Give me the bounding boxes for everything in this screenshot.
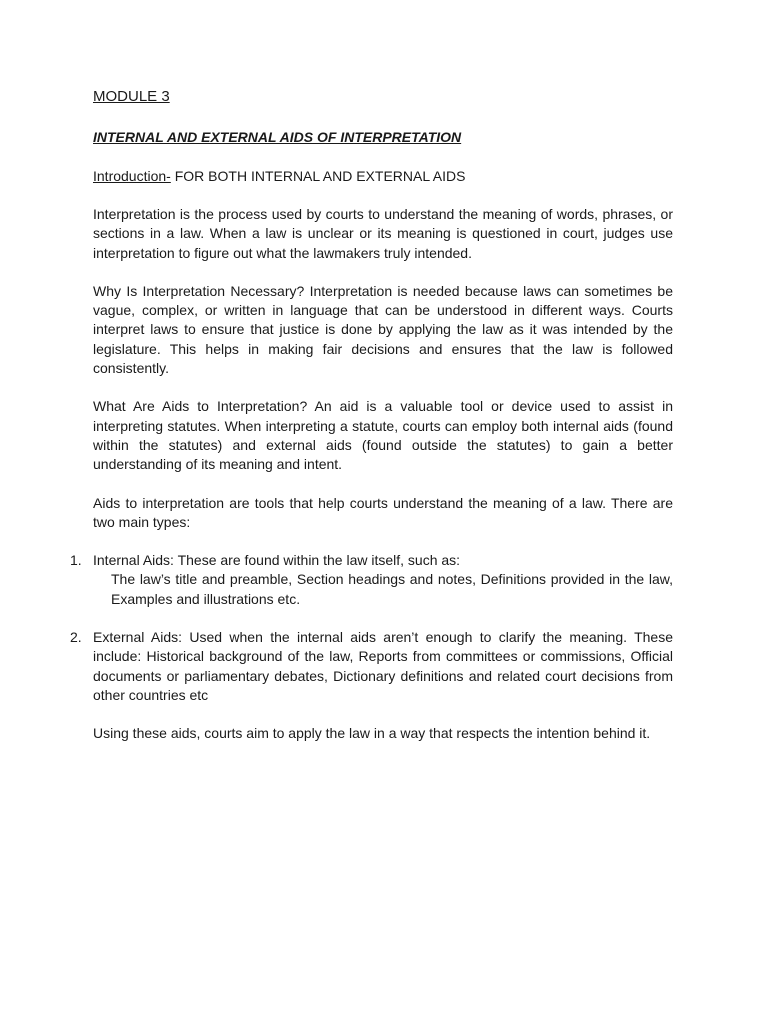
aids-list	[70, 551, 673, 705]
module-title: MODULE 3	[93, 88, 170, 105]
paragraph-what-are-aids: What Are Aids to Interpretation? An aid is a valuable tool or device used to assist in interpreting statutes. When interpreting a statute, courts can employ both internal aids (found within the statutes) and external aids (found outside the statutes) to gain a better understanding of its meaning and intent.	[93, 398, 673, 473]
introduction-text: FOR BOTH INTERNAL AND EXTERNAL AIDS	[170, 168, 466, 184]
list-item-external-aids	[70, 628, 673, 705]
introduction-label: Introduction-	[93, 168, 171, 184]
list-item-internal-aids	[70, 551, 673, 609]
closing-paragraph: Using these aids, courts aim to apply the law in a way that respects the intention behind it.	[93, 725, 651, 742]
paragraph-why-necessary: Why Is Interpretation Necessary? Interpretation is needed because laws can sometimes be vague, complex, or written in language that can be understood in different ways. Courts interpret laws to ensure that justice is done by applying the law as it was intended by the legislature. This helps in making fair decisions and ensures that the law is followed consistently.	[93, 282, 673, 377]
paragraph-two-types: Aids to interpretation are tools that help courts understand the meaning of a law. There are two main types:	[93, 494, 673, 530]
section-title: INTERNAL AND EXTERNAL AIDS OF INTERPRETATION	[93, 129, 462, 145]
list-item-subtext: The law’s title and preamble, Section headings and notes, Definitions provided in the law, Examples and illustrations etc.	[111, 571, 673, 607]
list-item-text: External Aids: Used when the internal aids aren’t enough to clarify the meaning. These include: Historical background of the law, Reports from committees or commissions, Official documents or parliamentary debates, Dictionary definitions and related court decisions from other countries etc	[93, 629, 673, 703]
list-item-text: Internal Aids: These are found within the law itself, such as:	[93, 552, 461, 569]
introduction-line	[93, 166, 673, 186]
list-number: 1.	[70, 552, 82, 569]
document-page	[70, 86, 673, 744]
paragraph-definition: Interpretation is the process used by courts to understand the meaning of words, phrases, or sections in a law. When a law is unclear or its meaning is questioned in court, judges use interpretation to figure out what the lawmakers truly intended.	[93, 206, 673, 261]
list-number: 2.	[70, 629, 82, 646]
